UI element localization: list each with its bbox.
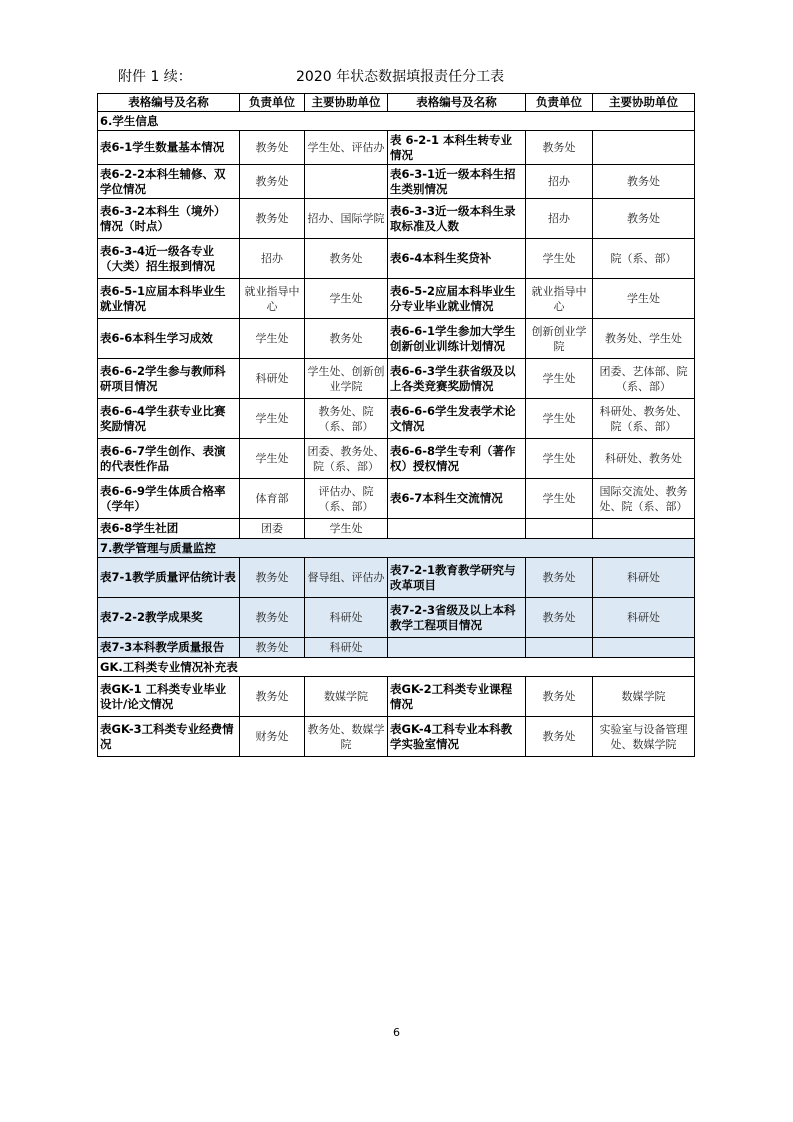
- table-name-cell: [388, 519, 526, 539]
- table-name-cell: 表6-6-8学生专利（著作权）授权情况: [388, 439, 526, 479]
- table-row: [98, 519, 695, 539]
- col-header: 主要协助单位: [593, 94, 695, 112]
- assisting-unit-cell: 科研处、教务处、院（系、部）: [593, 399, 695, 439]
- responsible-unit-cell: 创新创业学院: [526, 319, 593, 359]
- responsible-unit-cell: 教务处: [526, 131, 593, 165]
- table-name-cell: 表6-3-1近一级本科生招生类别情况: [388, 165, 526, 199]
- assisting-unit-cell: 学生处: [305, 519, 388, 539]
- section-row: [98, 658, 695, 677]
- table-row: [98, 638, 695, 658]
- responsible-unit-cell: [526, 519, 593, 539]
- responsible-unit-cell: 教务处: [240, 677, 305, 717]
- assisting-unit-cell: 院（系、部）: [593, 239, 695, 279]
- assisting-unit-cell: 科研处、教务处: [593, 439, 695, 479]
- assisting-unit-cell: 学生处、创新创业学院: [305, 359, 388, 399]
- table-name-cell: 表6-3-4近一级各专业（大类）招生报到情况: [98, 239, 240, 279]
- table-row: [98, 239, 695, 279]
- responsible-unit-cell: 教务处: [240, 131, 305, 165]
- table-name-cell: 表6-3-3近一级本科生录取标准及人数: [388, 199, 526, 239]
- responsible-unit-cell: 教务处: [240, 598, 305, 638]
- attachment-label: 附件 1 续：: [118, 69, 192, 85]
- assisting-unit-cell: 教务处: [305, 319, 388, 359]
- responsible-unit-cell: 教务处: [240, 199, 305, 239]
- table-name-cell: 表6-2-2本科生辅修、双学位情况: [98, 165, 240, 199]
- table-name-cell: 表6-6-3学生获省级及以上各类竞赛奖励情况: [388, 359, 526, 399]
- table-name-cell: 表6-6-1学生参加大学生创新创业训练计划情况: [388, 319, 526, 359]
- table-name-cell: 表6-8学生社团: [98, 519, 240, 539]
- assisting-unit-cell: [305, 165, 388, 199]
- table-row: [98, 279, 695, 319]
- assisting-unit-cell: 数媒学院: [593, 677, 695, 717]
- assisting-unit-cell: 学生处: [593, 279, 695, 319]
- responsible-unit-cell: 财务处: [240, 717, 305, 757]
- responsible-unit-cell: 教务处: [240, 165, 305, 199]
- assisting-unit-cell: 学生处: [305, 279, 388, 319]
- table-name-cell: 表7-2-2教学成果奖: [98, 598, 240, 638]
- table-header-row: [98, 94, 695, 112]
- responsible-unit-cell: 教务处: [526, 677, 593, 717]
- table-name-cell: 表GK-4工科专业本科教学实验室情况: [388, 717, 526, 757]
- section-title: 6.学生信息: [98, 112, 695, 131]
- table-row: [98, 558, 695, 598]
- assisting-unit-cell: [593, 131, 695, 165]
- responsible-unit-cell: 学生处: [526, 239, 593, 279]
- table-row: [98, 319, 695, 359]
- responsible-unit-cell: 科研处: [240, 359, 305, 399]
- table-row: [98, 359, 695, 399]
- assisting-unit-cell: 教务处: [593, 165, 695, 199]
- assisting-unit-cell: 科研处: [305, 598, 388, 638]
- page-number: 6: [393, 1026, 400, 1039]
- table-name-cell: 表GK-2工科类专业课程情况: [388, 677, 526, 717]
- assisting-unit-cell: 科研处: [593, 598, 695, 638]
- responsible-unit-cell: 学生处: [526, 359, 593, 399]
- table-name-cell: 表6-5-1应届本科毕业生就业情况: [98, 279, 240, 319]
- assisting-unit-cell: 团委、教务处、院（系、部）: [305, 439, 388, 479]
- assisting-unit-cell: 教务处、学生处: [593, 319, 695, 359]
- assisting-unit-cell: 科研处: [593, 558, 695, 598]
- responsible-unit-cell: 教务处: [526, 598, 593, 638]
- table-name-cell: 表6-7本科生交流情况: [388, 479, 526, 519]
- table-title: 2020 年状态数据填报责任分工表: [296, 69, 505, 85]
- responsible-unit-cell: 教务处: [240, 638, 305, 658]
- section-row: [98, 112, 695, 131]
- section-title: GK.工科类专业情况补充表: [98, 658, 695, 677]
- table-name-cell: 表7-2-3省级及以上本科教学工程项目情况: [388, 598, 526, 638]
- assisting-unit-cell: 学生处、评估办: [305, 131, 388, 165]
- responsible-unit-cell: 教务处: [526, 717, 593, 757]
- assisting-unit-cell: 实验室与设备管理处、数媒学院: [593, 717, 695, 757]
- table-name-cell: 表6-4本科生奖贷补: [388, 239, 526, 279]
- table-row: [98, 439, 695, 479]
- table-body: [98, 112, 695, 757]
- responsible-unit-cell: 体育部: [240, 479, 305, 519]
- responsible-unit-cell: 就业指导中心: [526, 279, 593, 319]
- responsible-unit-cell: 学生处: [526, 399, 593, 439]
- section-row: [98, 539, 695, 558]
- table-name-cell: 表7-2-1教育教学研究与改革项目: [388, 558, 526, 598]
- responsible-unit-cell: 学生处: [526, 479, 593, 519]
- responsible-unit-cell: 教务处: [240, 558, 305, 598]
- table-name-cell: 表6-6-6学生发表学术论文情况: [388, 399, 526, 439]
- table-row: [98, 131, 695, 165]
- assisting-unit-cell: 数媒学院: [305, 677, 388, 717]
- assisting-unit-cell: 团委、艺体部、院（系、部）: [593, 359, 695, 399]
- responsible-unit-cell: 教务处: [526, 558, 593, 598]
- col-header: 负责单位: [240, 94, 305, 112]
- table-row: [98, 199, 695, 239]
- table-name-cell: 表GK-3工科类专业经费情况: [98, 717, 240, 757]
- document-header: [118, 66, 678, 88]
- col-header: 主要协助单位: [305, 94, 388, 112]
- table-name-cell: 表GK-1 工科类专业毕业设计/论文情况: [98, 677, 240, 717]
- assisting-unit-cell: 国际交流处、教务处、院（系、部）: [593, 479, 695, 519]
- assisting-unit-cell: 科研处: [305, 638, 388, 658]
- assisting-unit-cell: [593, 638, 695, 658]
- assisting-unit-cell: 评估办、院（系、部）: [305, 479, 388, 519]
- responsible-unit-cell: 学生处: [240, 399, 305, 439]
- table-name-cell: 表 6-2-1 本科生转专业情况: [388, 131, 526, 165]
- col-header: 表格编号及名称: [98, 94, 240, 112]
- responsible-unit-cell: 招办: [526, 199, 593, 239]
- assisting-unit-cell: 督导组、评估办: [305, 558, 388, 598]
- table-name-cell: 表6-6-2学生参与教师科研项目情况: [98, 359, 240, 399]
- table-name-cell: 表6-6-7学生创作、表演的代表性作品: [98, 439, 240, 479]
- table-name-cell: 表7-3本科教学质量报告: [98, 638, 240, 658]
- section-title: 7.教学管理与质量监控: [98, 539, 695, 558]
- table-name-cell: 表6-6本科生学习成效: [98, 319, 240, 359]
- col-header: 表格编号及名称: [388, 94, 526, 112]
- table-row: [98, 479, 695, 519]
- table-name-cell: 表6-5-2应届本科毕业生分专业毕业就业情况: [388, 279, 526, 319]
- table-name-cell: 表6-3-2本科生（境外）情况（时点）: [98, 199, 240, 239]
- table-row: [98, 598, 695, 638]
- responsible-unit-cell: 就业指导中心: [240, 279, 305, 319]
- table-row: [98, 399, 695, 439]
- responsible-unit-cell: 学生处: [240, 319, 305, 359]
- responsibility-table: [97, 93, 695, 757]
- table-name-cell: 表7-1教学质量评估统计表: [98, 558, 240, 598]
- assisting-unit-cell: 教务处、数媒学院: [305, 717, 388, 757]
- table-row: [98, 677, 695, 717]
- assisting-unit-cell: 招办、国际学院: [305, 199, 388, 239]
- responsible-unit-cell: [526, 638, 593, 658]
- table-row: [98, 165, 695, 199]
- table-row: [98, 717, 695, 757]
- assisting-unit-cell: 教务处: [593, 199, 695, 239]
- responsible-unit-cell: 学生处: [526, 439, 593, 479]
- table-name-cell: 表6-6-4学生获专业比赛奖励情况: [98, 399, 240, 439]
- responsible-unit-cell: 团委: [240, 519, 305, 539]
- assisting-unit-cell: [593, 519, 695, 539]
- assisting-unit-cell: 教务处、院（系、部）: [305, 399, 388, 439]
- responsible-unit-cell: 学生处: [240, 439, 305, 479]
- responsible-unit-cell: 招办: [526, 165, 593, 199]
- col-header: 负责单位: [526, 94, 593, 112]
- table-name-cell: 表6-1学生数量基本情况: [98, 131, 240, 165]
- responsible-unit-cell: 招办: [240, 239, 305, 279]
- table-name-cell: 表6-6-9学生体质合格率（学年）: [98, 479, 240, 519]
- assisting-unit-cell: 教务处: [305, 239, 388, 279]
- table-name-cell: [388, 638, 526, 658]
